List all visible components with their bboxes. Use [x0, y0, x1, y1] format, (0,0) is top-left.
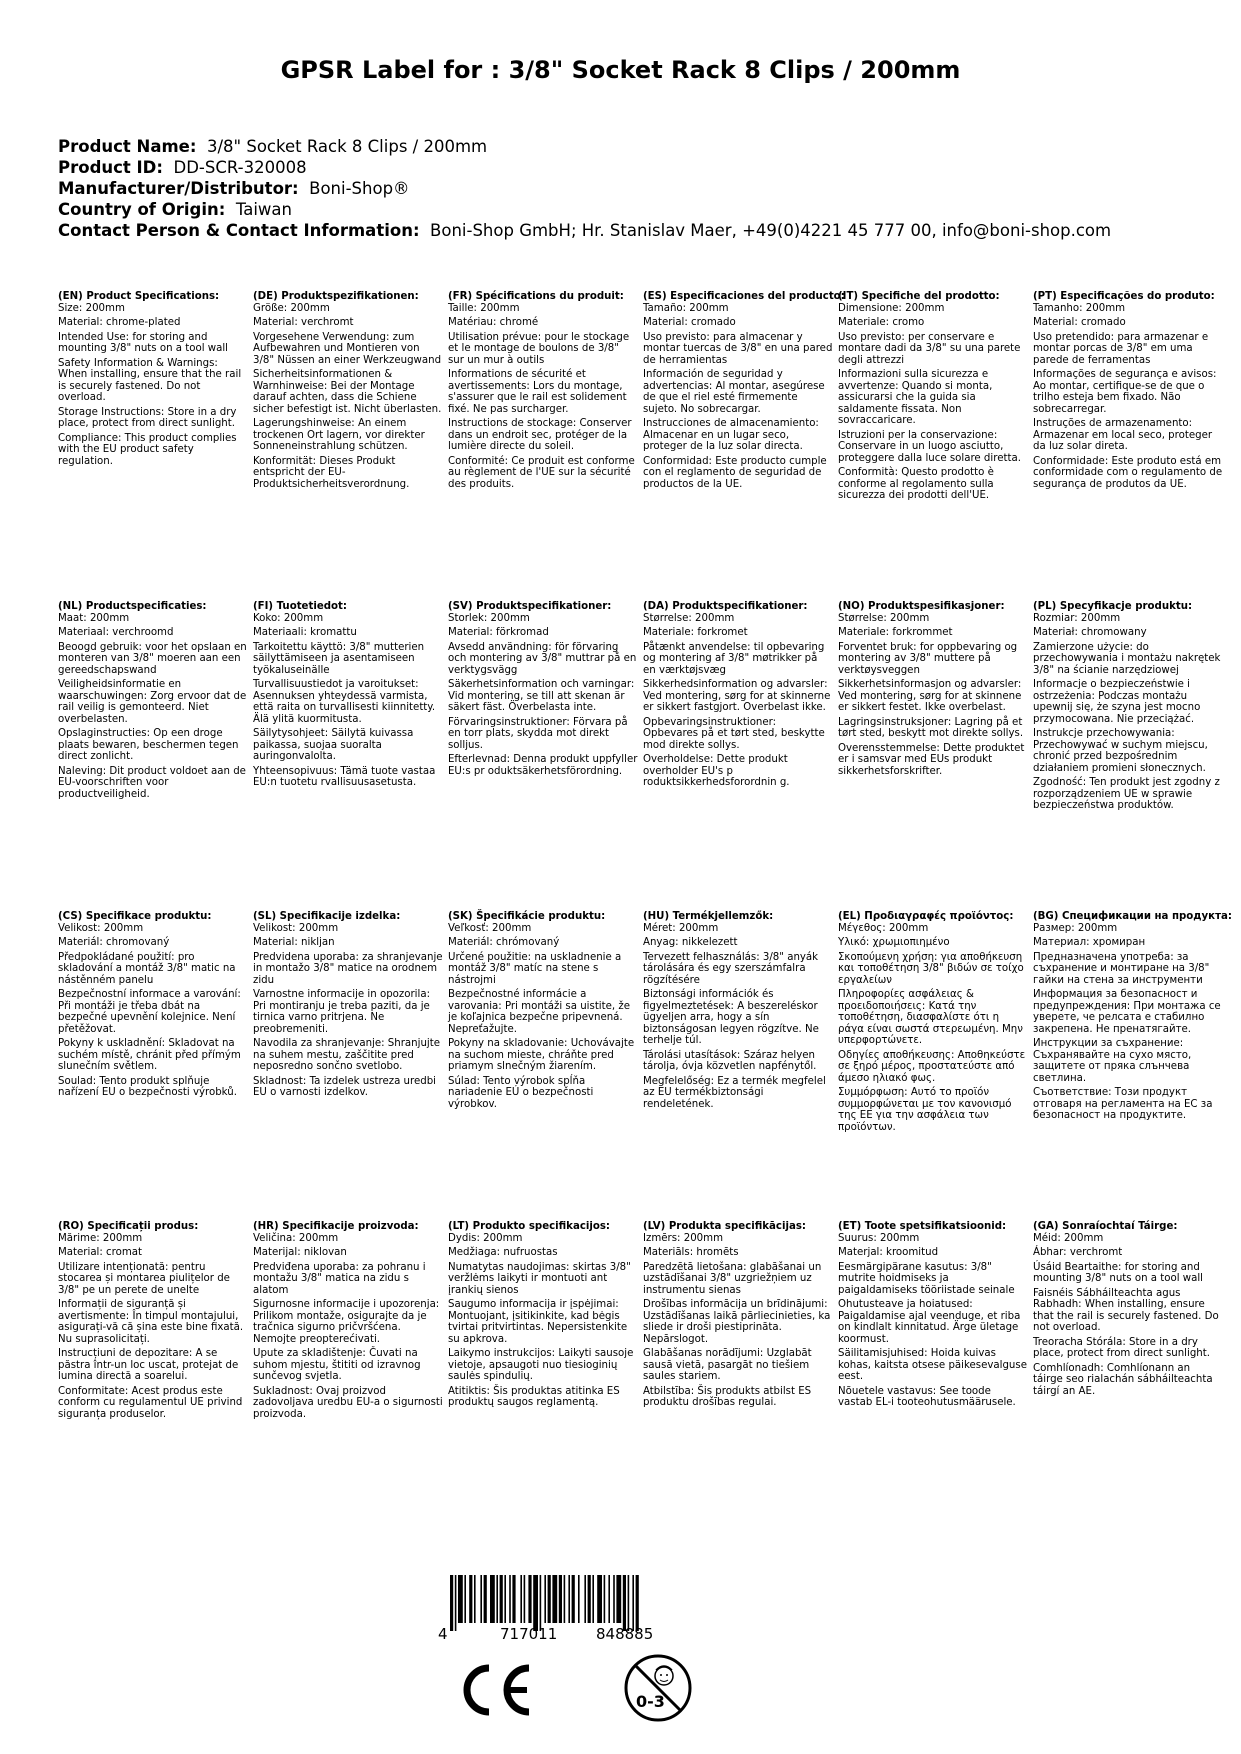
barcode-bar — [623, 1575, 626, 1631]
spec-line: Utilizare intenționată: pentru stocarea și montarea piulițelor de 3/8" pe un perete de unelte — [58, 1261, 230, 1296]
spec-block — [448, 1221, 638, 1412]
spec-heading: (SV) Produktspecifikationer: — [448, 601, 612, 612]
spec-block — [1033, 911, 1232, 1125]
info-contact — [58, 220, 1208, 241]
barcode-bar — [469, 1575, 472, 1623]
spec-line: Megfelelőség: Ez a termék megfelel az EU termékbiztonsági rendeletének. — [643, 1075, 826, 1110]
barcode-bar — [616, 1575, 621, 1623]
spec-line: Sigurnosne informacije i upozorenja: Prilikom montaže, osigurajte da je tračnica sigurno pričvršćena. Nemojte preopterećivati. — [253, 1299, 440, 1345]
spec-line: Pokyny na skladovanie: Uchovávajte na suchom mieste, chráňte pred priamym slnečným žiarením. — [448, 1038, 635, 1072]
spec-line: Materjal: kroomitud — [838, 1247, 939, 1258]
spec-line: Materiál: chrómovaný — [448, 937, 560, 948]
spec-heading: (LT) Produkto specifikacijos: — [448, 1221, 610, 1232]
spec-line: Predviđena uporaba: za pohranu i montažu 3/8" matica na zidu s alatom — [253, 1261, 426, 1296]
barcode-bar — [632, 1575, 634, 1631]
spec-line: Størrelse: 200mm — [643, 612, 735, 624]
spec-line: Съответствие: Този продукт отговаря на регламента на ЕС за безопасност на продуктите. — [1033, 1087, 1213, 1121]
spec-line: Compliance: This product complies with the EU product safety regulation. — [58, 432, 237, 467]
spec-line: Lagringsinstruksjoner: Lagring på et tørt sted, beskytt mot direkte sollys. — [838, 716, 1024, 739]
barcode-digit-first: 4 — [438, 1625, 448, 1643]
info-product-name — [58, 136, 1208, 157]
info-country-of-origin — [58, 199, 1208, 220]
spec-line: Storlek: 200mm — [448, 612, 530, 624]
age-warning-text: 0-3 — [636, 1692, 665, 1711]
spec-line: Instrukcje przechowywania: Przechowywać w suchym miejscu, chronić przed bezpośrednim działaniem promieni słonecznych. — [1033, 728, 1208, 774]
spec-line: Säkerhetsinformation och varningar: Vid montering, se till att skenan är säkert fäst. Överbelasta inte. — [448, 679, 635, 713]
spec-line: Navodila za shranjevanje: Shranjujte na suhem mestu, zaščitite pred neposredno sončno svetlobo. — [253, 1038, 441, 1072]
spec-line: Zamierzone użycie: do przechowywania i montażu nakrętek 3/8" na ścianie narzędziowej — [1033, 641, 1221, 676]
info-product-id — [58, 157, 1208, 178]
age-warning-graphic — [622, 1652, 694, 1724]
barcode-bar — [500, 1575, 503, 1623]
spec-line: Материал: хромиран — [1033, 937, 1146, 948]
spec-line: Sikkerhetsinformasjon og advarsler: Ved montering, sørg for at skinnene er sikkert festet. Ikke overbelast. — [838, 679, 1022, 713]
spec-line: Ohutusteave ja hoiatused: Paigaldamise ajal veenduge, et riba on kindlalt kinnitatud. Ärge ületage koormust. — [838, 1299, 1021, 1345]
barcode-bar — [504, 1575, 506, 1623]
spec-band — [58, 911, 1238, 1221]
spec-line: Tárolási utasítások: Száraz helyen tárolja, óvja közvetlen napfénytől. — [643, 1049, 817, 1072]
info-value: Boni-Shop GmbH; Hr. Stanislav Maer, +49(0)4221 45 777 00, info@boni-shop.com — [430, 221, 1112, 240]
spec-line: Istruzioni per la conservazione: Conservare in un luogo asciutto, proteggere dalla luce solare diretta. — [838, 429, 1021, 464]
spec-line: Taille: 200mm — [448, 302, 520, 314]
spec-line: Uso previsto: per conservare e montare dadi da 3/8" su una parete degli attrezzi — [838, 331, 1021, 366]
spec-heading: (NO) Produktspesifikasjoner: — [838, 601, 1005, 612]
spec-heading: (RO) Specificații produs: — [58, 1221, 199, 1232]
barcode-bar — [533, 1575, 538, 1631]
spec-line: Laikymo instrukcijos: Laikyti sausoje vietoje, apsaugoti nuo tiesioginių saulės spindulių. — [448, 1348, 634, 1382]
spec-line: Lagerungshinweise: An einem trockenen Ort lagern, vor direkter Sonneneinstrahlung schützen. — [253, 418, 425, 452]
spec-line: Materiaal: verchroomd — [58, 627, 174, 638]
barcode-bar — [484, 1575, 487, 1623]
spec-line: Eesmärgipärane kasutus: 3/8" mutrite hoidmiseks ja paigaldamiseks tööriistade seinale — [838, 1261, 1015, 1296]
barcode-digit-left-group: 717011 — [500, 1625, 558, 1643]
spec-line: Treoracha Stórála: Store in a dry place, protect from direct sunlight. — [1033, 1336, 1210, 1359]
spec-heading: (CS) Specifikace produktu: — [58, 911, 212, 922]
barcode-bar — [524, 1575, 526, 1623]
barcode-bar — [458, 1575, 463, 1623]
spec-line: Veličina: 200mm — [253, 1232, 339, 1244]
spec-line: Dydis: 200mm — [448, 1232, 523, 1244]
spec-line: Rozmiar: 200mm — [1033, 612, 1121, 624]
spec-line: Informacje o bezpieczeństwie i ostrzeżenia: Podczas montażu upewnij się, że szyna jest mocno przymocowana. Nie przeciążać. — [1033, 679, 1201, 725]
spec-block — [253, 601, 443, 792]
spec-line: Material: cromat — [58, 1247, 143, 1258]
barcode-bar — [544, 1575, 546, 1623]
spec-band — [58, 601, 1238, 911]
spec-block — [643, 911, 833, 1113]
spec-line: Materiale: cromo — [838, 317, 925, 328]
spec-line: Veľkosť: 200mm — [448, 922, 532, 934]
spec-line: Förvaringsinstruktioner: Förvara på en torr plats, skydda mot direkt solljus. — [448, 716, 628, 751]
spec-line: Conformitate: Acest produs este conform cu regulamentul UE privind siguranța produselor. — [58, 1385, 243, 1420]
spec-line: Información de seguridad y advertencias: Al montar, asegúrese de que el riel esté firmemente sujeto. No sobrecargar. — [643, 369, 825, 415]
spec-block — [448, 291, 638, 493]
spec-line: Opslaginstructies: Op een droge plaats bewaren, beschermen tegen direct zonlicht. — [58, 728, 239, 762]
info-value: 3/8" Socket Rack 8 Clips / 200mm — [206, 137, 488, 156]
spec-line: Méret: 200mm — [643, 922, 719, 934]
spec-line: Materiale: forkromet — [643, 627, 748, 638]
spec-heading: (BG) Спецификации на продукта: — [1033, 911, 1232, 922]
spec-heading: (GA) Sonraíochtaí Táirge: — [1033, 1221, 1178, 1232]
spec-line: Предназначена употреба: за съхранение и монтиране на 3/8" гайки на стена за инструменти — [1033, 951, 1210, 986]
spec-line: Comhlíonadh: Comhlíonann an táirge seo rialachán sábháilteachta táirgí an AE. — [1033, 1362, 1213, 1397]
spec-block — [1033, 1221, 1223, 1400]
spec-line: Suurus: 200mm — [838, 1232, 920, 1244]
spec-line: Säilitamisjuhised: Hoida kuivas kohas, kaitsta otsese päikesevalguse eest. — [838, 1348, 1027, 1382]
spec-line: Úsáid Beartaithe: for storing and mounting 3/8" nuts on a tool wall — [1033, 1261, 1204, 1284]
barcode-bar — [520, 1575, 522, 1623]
spec-line: Anyag: nikkelezett — [643, 937, 738, 948]
info-label: Contact Person & Contact Information: — [58, 221, 420, 240]
spec-line: Materiał: chromowany — [1033, 627, 1147, 638]
spec-line: Tarkoitettu käyttö: 3/8" mutterien säilyttämiseen ja asentamiseen työkaluseinälle — [253, 641, 425, 676]
spec-line: Faisnéis Sábháilteachta agus Rabhadh: When installing, ensure that the rail is securely fastened. Do not overload. — [1033, 1287, 1219, 1333]
spec-block — [1033, 291, 1223, 493]
spec-line: Materiāls: hromēts — [643, 1247, 739, 1258]
spec-line: Påtænkt anvendelse: til opbevaring og montering af 3/8" møtrikker på en værktøjsvæg — [643, 641, 825, 676]
spec-line: Méid: 200mm — [1033, 1232, 1104, 1244]
spec-line: Uso previsto: para almacenar y montar tuercas de 3/8" en una pared de herramientas — [643, 331, 833, 366]
spec-grid — [58, 291, 1238, 1531]
spec-heading: (PT) Especificações do produto: — [1033, 291, 1215, 302]
spec-line: Σκοπούμενη χρήση: για αποθήκευση και τοποθέτηση 3/8" βιδών σε τοίχο εργαλείων — [838, 951, 1024, 986]
spec-line: Informations de sécurité et avertissements: Lors du montage, s'assurer que le rail est solidement fixé. Ne pas surcharger. — [448, 369, 627, 415]
barcode-bar — [572, 1575, 575, 1623]
spec-line: Soulad: Tento produkt splňuje nařízení EU o bezpečnosti výrobků. — [58, 1075, 237, 1098]
spec-line: Matériau: chromé — [448, 317, 539, 328]
spec-line: Instrucțiuni de depozitare: A se păstra într-un loc uscat, protejat de lumina directă a soarelui. — [58, 1348, 239, 1382]
info-value: Boni-Shop® — [309, 179, 410, 198]
spec-block — [253, 911, 443, 1102]
spec-line: Material: verchromt — [253, 317, 354, 328]
spec-line: Beoogd gebruik: voor het opslaan en monteren van 3/8" moeren aan een gereedschapswand — [58, 641, 247, 676]
spec-heading: (SK) Špecifikácie produktu: — [448, 911, 606, 922]
spec-heading: (EL) Προδιαγραφές προϊόντος: — [838, 911, 1014, 922]
spec-line: Materijal: niklovan — [253, 1247, 347, 1258]
barcode-bar — [559, 1575, 562, 1623]
spec-heading: (PL) Specyfikacje produktu: — [1033, 601, 1193, 612]
barcode-bar — [474, 1575, 476, 1623]
barcode-bar — [496, 1575, 498, 1623]
spec-line: Size: 200mm — [58, 302, 125, 314]
spec-heading: (ES) Especificaciones del producto: — [643, 291, 845, 302]
spec-block — [448, 601, 638, 780]
spec-line: Konformität: Dieses Produkt entspricht der EU-Produktsicherheitsverordnung. — [253, 455, 410, 490]
spec-line: Intended Use: for storing and mounting 3/8" nuts on a tool wall — [58, 331, 229, 354]
spec-line: Vorgesehene Verwendung: zum Aufbewahren und Montieren von 3/8" Nüssen an einer Werkzeugwand — [253, 331, 442, 366]
spec-line: Velikost: 200mm — [58, 922, 144, 934]
spec-line: Opbevaringsinstruktioner: Opbevares på et tørt sted, beskytte mod direkte sollys. — [643, 716, 825, 751]
barcode-bar — [512, 1575, 515, 1623]
spec-block — [58, 1221, 248, 1423]
barcode-digits — [430, 1625, 720, 1645]
barcode-bar — [588, 1575, 591, 1623]
spec-block — [448, 911, 638, 1113]
spec-block — [838, 291, 1028, 505]
spec-line: Material: chrome-plated — [58, 317, 181, 328]
spec-line: Υλικό: χρωμιοπιημένο — [838, 937, 950, 948]
spec-heading: (FR) Spécifications du produit: — [448, 291, 624, 302]
spec-line: Material: cromado — [643, 317, 736, 328]
info-label: Product Name: — [58, 137, 197, 156]
spec-heading: (LV) Produkta specifikācijas: — [643, 1221, 806, 1232]
info-value: Taiwan — [235, 200, 292, 219]
spec-line: Glabāšanas norādījumi: Uzglabāt sausā vietā, pasargāt no tiešiem saules stariem. — [643, 1348, 812, 1382]
spec-line: Materiale: forkrommet — [838, 627, 953, 638]
barcode-bar — [450, 1575, 453, 1631]
spec-heading: (DA) Produktspecifikationer: — [643, 601, 808, 612]
spec-line: Paredzētā lietošana: glabāšanai un uzstādīšanai 3/8" uzgriežņiem uz instrumentu sienas — [643, 1261, 822, 1296]
spec-line: Størrelse: 200mm — [838, 612, 930, 624]
info-manufacturer — [58, 178, 1208, 199]
spec-line: Πληροφορίες ασφάλειας & προειδοποιήσεις: Κατά την τοποθέτηση, διασφαλίστε ότι η ράγα είναι σωστά στερεωμένη. Μην υπερφορτώνετε. — [838, 989, 1023, 1046]
spec-line: Predvidena uporaba: za shranjevanje in montažo 3/8" matice na orodnem zidu — [253, 951, 443, 986]
spec-block — [643, 601, 833, 792]
spec-line: Atbilstība: Šis produkts atbilst ES produktu drošības regulai. — [643, 1385, 812, 1408]
spec-line: Οδηγίες αποθήκευσης: Αποθηκεύστε σε ξηρό μέρος, προστατεύστε από άμεσο ηλιακό φως. — [838, 1049, 1026, 1084]
spec-line: Dimensione: 200mm — [838, 302, 945, 314]
ce-mark-graphic — [455, 1660, 535, 1720]
spec-line: Drošības informācija un brīdinājumi: Uzstādīšanas laikā pārliecinieties, ka sliede ir droši piestiprināta. Nepārslogot. — [643, 1299, 831, 1345]
spec-line: Instructions de stockage: Conserver dans un endroit sec, protéger de la lumière directe du soleil. — [448, 418, 632, 452]
spec-line: Bezpečnostní informace a varování: Při montáži je třeba dbát na bezpečné upevnění kolejnice. Není přetěžovat. — [58, 989, 241, 1035]
spec-line: Atitiktis: Šis produktas atitinka ES produktų saugos reglamentą. — [448, 1385, 620, 1408]
spec-line: Určené použitie: na uskladnenie a montáž 3/8" matíc na stene s nástrojmi — [448, 951, 622, 986]
barcode-bar — [509, 1575, 511, 1623]
spec-line: Instrucciones de almacenamiento: Almacenar en un lugar seco, proteger de la luz solar directa. — [643, 418, 819, 452]
spec-line: Größe: 200mm — [253, 302, 330, 314]
spec-line: Tamanho: 200mm — [1033, 302, 1126, 314]
spec-line: Materiál: chromovaný — [58, 937, 170, 948]
spec-line: Conformité: Ce produit est conforme au règlement de l'UE sur la sécurité des produits. — [448, 455, 635, 490]
barcode-bar — [628, 1575, 630, 1631]
spec-block — [1033, 601, 1223, 815]
spec-line: Velikost: 200mm — [253, 922, 339, 934]
spec-line: Conformidad: Este producto cumple con el reglamento de seguridad de productos de la UE. — [643, 455, 827, 490]
spec-line: Informações de segurança e avisos: Ao montar, certifique-se de que o trilho esteja bem fixado. Não sobrecarregar. — [1033, 369, 1217, 415]
spec-line: Naleving: Dit product voldoet aan de EU-voorschriften voor productveiligheid. — [58, 765, 246, 800]
spec-block — [253, 291, 443, 493]
spec-line: Upute za skladištenje: Čuvati na suhom mjestu, štititi od izravnog sunčevog svjetla. — [253, 1348, 421, 1382]
spec-block — [58, 911, 248, 1102]
spec-line: Safety Information & Warnings: When installing, ensure that the rail is securely fastened. Do not overload. — [58, 357, 242, 403]
spec-line: Material: cromado — [1033, 317, 1126, 328]
spec-line: Conformità: Questo prodotto è conforme al regolamento sulla sicurezza dei prodotti dell'UE. — [838, 467, 994, 501]
barcode-bar — [480, 1575, 482, 1623]
spec-heading: (ET) Toote spetsifikatsioonid: — [838, 1221, 1007, 1232]
barcode-bar — [490, 1575, 495, 1623]
spec-line: Sukladnost: Ovaj proizvod zadovoljava uredbu EU-a o sigurnosti proizvoda. — [253, 1385, 443, 1420]
spec-line: Tervezett felhasználás: 3/8" anyák tárolására és egy szerszámfalra rögzítésére — [643, 951, 819, 986]
spec-line: Ábhar: verchromt — [1033, 1247, 1123, 1258]
barcode-bar — [592, 1575, 594, 1623]
spec-line: Varnostne informacije in opozorila: Pri montiranju je treba paziti, da je tirnica varno pritrjena. Ne preobremeniti. — [253, 989, 430, 1035]
spec-line: Veiligheidsinformatie en waarschuwingen: Zorg ervoor dat de rail veilig is gemonteerd. Niet overbelasten. — [58, 679, 247, 725]
spec-line: Izmērs: 200mm — [643, 1232, 724, 1244]
spec-line: Uso pretendido: para armazenar e montar porcas de 3/8" em uma parede de ferramentas — [1033, 331, 1209, 366]
info-label: Country of Origin: — [58, 200, 226, 219]
spec-line: Súlad: Tento výrobok spĺňa nariadenie EÚ o bezpečnosti výrobkov. — [448, 1075, 594, 1110]
barcode-bars — [430, 1575, 720, 1631]
spec-line: Instruções de armazenamento: Armazenar em local seco, proteger da luz solar direta. — [1033, 418, 1213, 452]
spec-line: Tamaño: 200mm — [643, 302, 729, 314]
spec-line: Forventet bruk: for oppbevaring og montering av 3/8" muttere på verktøysveggen — [838, 641, 1018, 676]
spec-line: Material: nikljan — [253, 937, 335, 948]
spec-line: Avsedd användning: för förvaring och montering av 3/8" muttrar på en verktygsvägg — [448, 641, 637, 676]
spec-band — [58, 1221, 1238, 1531]
spec-heading: (SL) Specifikacije izdelka: — [253, 911, 401, 922]
spec-line: Conformidade: Este produto está em conformidade com o regulamento de segurança de produtos da UE. — [1033, 455, 1223, 490]
spec-line: Materiaali: kromattu — [253, 627, 357, 638]
barcode-bar — [464, 1575, 466, 1623]
barcode-bar — [597, 1575, 602, 1623]
age-warning-icon — [622, 1652, 694, 1724]
spec-line: Информация за безопасност и предупреждения: При монтажа се уверете, че релсата е стабилно закрепена. Не пренатягайте. — [1033, 989, 1221, 1035]
info-value: DD-SCR-320008 — [173, 158, 307, 177]
barcode-bar — [636, 1575, 639, 1631]
spec-line: Mărime: 200mm — [58, 1232, 143, 1244]
spec-heading: (IT) Specifiche del prodotto: — [838, 291, 1000, 302]
spec-heading: (DE) Produktspezifikationen: — [253, 291, 419, 302]
spec-line: Overensstemmelse: Dette produktet er i samsvar med EUs produkt sikkerhetsforskrifter. — [838, 742, 1025, 777]
spec-line: Инструкции за съхранение: Съхранявайте на сухо място, защитете от пряка слънчева светлина. — [1033, 1038, 1192, 1084]
spec-block — [838, 911, 1028, 1136]
spec-line: Размер: 200mm — [1033, 922, 1118, 934]
spec-line: Maat: 200mm — [58, 612, 130, 624]
spec-heading: (HU) Termékjellemzők: — [643, 911, 774, 922]
spec-line: Předpokládané použití: pro skladování a montáž 3/8" matic na nástěnném panelu — [58, 951, 236, 986]
spec-line: Informații de siguranță și avertismente: În timpul montajului, asigurați-vă că șina este bine fixată. Nu suprasolicitați. — [58, 1299, 244, 1345]
barcode-bar — [613, 1575, 615, 1623]
spec-line: Nõuetele vastavus: See toode vastab EL-i tooteohutusmääruselе. — [838, 1385, 1016, 1408]
spec-line: Μέγεθος: 200mm — [838, 922, 929, 934]
spec-block — [838, 601, 1028, 780]
spec-block — [253, 1221, 443, 1423]
spec-line: Medžiaga: nufruostas — [448, 1247, 558, 1258]
spec-block — [643, 1221, 833, 1412]
spec-heading: (EN) Product Specifications: — [58, 291, 220, 302]
spec-line: Skladnost: Ta izdelek ustreza uredbi EU o varnosti izdelkov. — [253, 1075, 437, 1098]
spec-line: Efterlevnad: Denna produkt uppfyller EU:s pr oduktsäkerhetsförordning. — [448, 754, 638, 777]
spec-line: Sikkerhedsinformation og advarsler: Ved montering, sørg for at skinnerne er sikkert fastgjort. Overbelast ikke. — [643, 679, 831, 713]
spec-line: Saugumo informacija ir įspėjimai: Montuojant, įsitikinkite, kad bėgis tvirtai pritvirtintas. Nepersistenkite su apkrova. — [448, 1299, 628, 1345]
spec-line: Storage Instructions: Store in a dry place, protect from direct sunlight. — [58, 406, 237, 429]
spec-line: Säilytysohjeet: Säilytä kuivassa paikassa, suojaa suoralta auringonvalolta. — [253, 728, 414, 762]
spec-line: Utilisation prévue: pour le stockage et le montage de boulons de 3/8" sur un mur à outils — [448, 331, 630, 366]
spec-line: Overholdelse: Dette produkt overholder EU's p roduktsikkerhedsforordnin g. — [643, 754, 790, 788]
barcode-bar — [552, 1575, 557, 1623]
spec-line: Συμμόρφωση: Αυτό το προϊόν συμμορφώνεται με τον κανονισμό της ΕΕ για την ασφάλεια των προϊόντων. — [838, 1087, 1012, 1133]
ce-mark-icon — [455, 1660, 535, 1720]
spec-block — [58, 601, 248, 803]
spec-heading: (NL) Productspecificaties: — [58, 601, 207, 612]
spec-heading: (FI) Tuotetiedot: — [253, 601, 347, 612]
barcode-bar — [455, 1575, 457, 1631]
spec-block — [643, 291, 845, 493]
spec-line: Yhteensopivuus: Tämä tuote vastaa EU:n tuotetu rvallisuusasetusta. — [253, 765, 436, 788]
spec-line: Biztonsági információk és figyelmeztetések: A beszereléskor ügyeljen arra, hogy a sín biztonságosan legyen rögzítve. Ne terhelje túl. — [643, 989, 819, 1046]
spec-line: Koko: 200mm — [253, 612, 324, 624]
barcode-bar — [604, 1575, 606, 1623]
spec-line: Turvallisuustiedot ja varoitukset: Asennuksen yhteydessä varmista, että raita on turvallisesti kiinnitetty. Älä ylitä kuormitusta. — [253, 679, 436, 725]
barcode-bar — [568, 1575, 570, 1623]
spec-line: Pokyny k uskladnění: Skladovat na suchém místě, chránit před přímým slunečním světlem. — [58, 1038, 241, 1072]
barcode-bar — [584, 1575, 586, 1623]
product-info — [58, 136, 1208, 241]
barcode-bar — [540, 1575, 542, 1631]
barcode-bar — [578, 1575, 580, 1623]
spec-band — [58, 291, 1238, 601]
barcode-bar — [608, 1575, 610, 1623]
barcode-digit-right-group: 848885 — [596, 1625, 654, 1643]
page-title: GPSR Label for : 3/8" Socket Rack 8 Clips / 200mm — [280, 56, 961, 84]
info-label: Product ID: — [58, 158, 163, 177]
spec-block — [58, 291, 248, 470]
barcode-bar — [548, 1575, 551, 1623]
spec-heading: (HR) Specifikacije proizvoda: — [253, 1221, 419, 1232]
spec-line: Informazioni sulla sicurezza e avvertenze: Quando si monta, assicurarsi che la guida sia saldamente fissata. Non sovraccaricare. — [838, 369, 993, 426]
spec-block — [838, 1221, 1028, 1412]
spec-line: Numatytas naudojimas: skirtas 3/8" veržlėms laikyti ir montuoti ant įrankių sienos — [448, 1261, 631, 1296]
info-label: Manufacturer/Distributor: — [58, 179, 299, 198]
spec-line: Sicherheitsinformationen & Warnhinweise: Bei der Montage darauf achten, dass die Schiene sicher befestigt ist. Nicht überlasten. — [253, 369, 442, 415]
spec-line: Bezpečnostné informácie a varovania: Pri montáži sa uistite, že je koľajnica bezpečne pripevnená. Nepreťažujte. — [448, 989, 630, 1035]
barcode-bar — [528, 1575, 531, 1623]
barcode-bar — [564, 1575, 566, 1623]
spec-line: Material: förkromad — [448, 627, 549, 638]
spec-line: Zgodność: Ten produkt jest zgodny z rozporządzeniem UE w sprawie bezpieczeństwa produktów. — [1033, 777, 1220, 811]
